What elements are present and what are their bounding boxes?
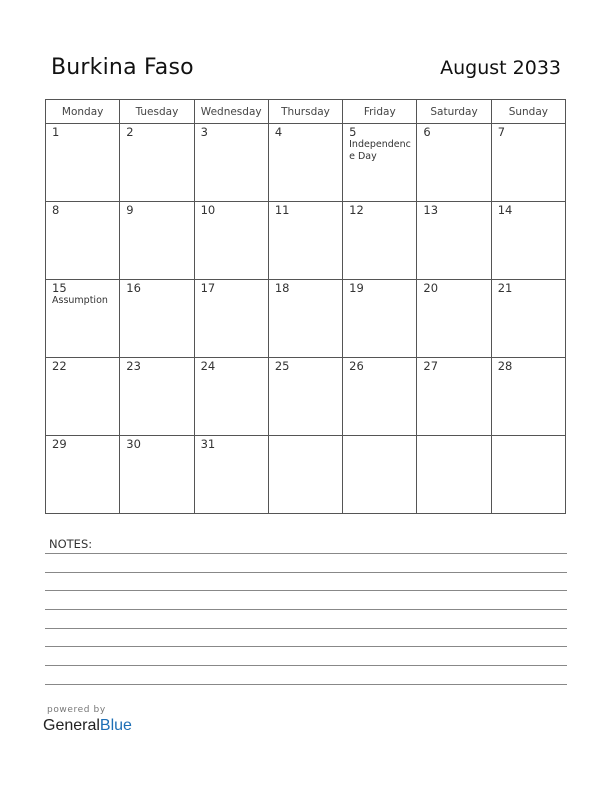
day-cell[interactable] bbox=[46, 202, 120, 280]
day-cell[interactable] bbox=[343, 280, 417, 358]
week-row bbox=[46, 358, 566, 436]
note-line bbox=[45, 665, 567, 666]
day-number: 23 bbox=[126, 359, 141, 373]
brand-general: General bbox=[43, 717, 100, 734]
note-line bbox=[45, 684, 567, 685]
country-title: Burkina Faso bbox=[51, 55, 194, 80]
day-number: 22 bbox=[52, 359, 67, 373]
brand-blue: Blue bbox=[99, 717, 132, 734]
day-number: 27 bbox=[423, 359, 439, 373]
day-cell[interactable] bbox=[417, 202, 491, 280]
holiday-label: Assumption bbox=[52, 295, 108, 306]
day-cell[interactable] bbox=[194, 358, 268, 436]
weekday-header: Wednesday bbox=[194, 100, 268, 124]
calendar-body bbox=[46, 124, 566, 514]
day-number: 7 bbox=[497, 125, 506, 139]
day-cell[interactable] bbox=[491, 358, 565, 436]
day-number: 31 bbox=[200, 437, 216, 451]
day-number: 18 bbox=[274, 281, 290, 295]
week-row bbox=[46, 436, 566, 514]
day-cell[interactable] bbox=[491, 436, 565, 514]
day-cell[interactable] bbox=[417, 124, 491, 202]
powered-by-text: powered by bbox=[47, 705, 106, 715]
day-number: 29 bbox=[52, 437, 67, 451]
day-number: 25 bbox=[274, 359, 290, 373]
day-cell[interactable] bbox=[491, 124, 565, 202]
weekday-header: Thursday bbox=[268, 100, 342, 124]
day-cell[interactable] bbox=[46, 358, 120, 436]
day-cell[interactable] bbox=[417, 436, 491, 514]
day-cell[interactable] bbox=[194, 436, 268, 514]
weekday-header: Sunday bbox=[491, 100, 565, 124]
day-cell[interactable] bbox=[343, 436, 417, 514]
note-line bbox=[45, 572, 567, 573]
weekday-header: Saturday bbox=[417, 100, 491, 124]
day-number: 21 bbox=[497, 281, 513, 295]
day-number: 9 bbox=[126, 203, 134, 217]
weekday-header: Tuesday bbox=[120, 100, 194, 124]
week-row bbox=[46, 280, 566, 358]
day-cell[interactable] bbox=[268, 436, 342, 514]
day-number: 30 bbox=[126, 437, 141, 451]
calendar-grid bbox=[45, 99, 566, 514]
day-number: 1 bbox=[52, 125, 60, 139]
day-cell[interactable] bbox=[491, 202, 565, 280]
day-number: 11 bbox=[274, 203, 290, 217]
note-line bbox=[45, 609, 567, 610]
note-line bbox=[45, 553, 567, 554]
day-cell[interactable] bbox=[120, 280, 194, 358]
day-cell[interactable] bbox=[268, 280, 342, 358]
generalblue-logo[interactable] bbox=[43, 717, 132, 735]
day-cell[interactable] bbox=[268, 358, 342, 436]
day-cell[interactable] bbox=[46, 280, 120, 358]
day-cell[interactable] bbox=[194, 124, 268, 202]
notes-label: NOTES: bbox=[49, 537, 93, 551]
day-cell[interactable] bbox=[491, 280, 565, 358]
day-number: 6 bbox=[423, 125, 431, 139]
day-cell[interactable] bbox=[194, 202, 268, 280]
day-cell[interactable] bbox=[46, 124, 120, 202]
week-row bbox=[46, 124, 566, 202]
day-cell[interactable] bbox=[120, 124, 194, 202]
day-number: 28 bbox=[497, 359, 513, 373]
day-number: 5 bbox=[349, 125, 357, 139]
day-number: 4 bbox=[274, 125, 283, 139]
note-line bbox=[45, 628, 567, 629]
weekday-header-row bbox=[46, 100, 566, 124]
day-number: 24 bbox=[200, 359, 216, 373]
day-cell[interactable] bbox=[343, 124, 417, 202]
day-cell[interactable] bbox=[120, 202, 194, 280]
day-number: 16 bbox=[126, 281, 141, 295]
day-cell[interactable] bbox=[343, 358, 417, 436]
day-cell[interactable] bbox=[194, 280, 268, 358]
day-number: 15 bbox=[52, 281, 67, 295]
weekday-header: Monday bbox=[46, 100, 120, 124]
day-number: 2 bbox=[126, 125, 134, 139]
day-number: 8 bbox=[52, 203, 60, 217]
day-number: 14 bbox=[497, 203, 513, 217]
day-number: 10 bbox=[200, 203, 216, 217]
day-number: 19 bbox=[349, 281, 364, 295]
day-cell[interactable] bbox=[46, 436, 120, 514]
holiday-label: Independence Day bbox=[349, 139, 411, 162]
day-number: 3 bbox=[200, 125, 208, 139]
day-number: 26 bbox=[349, 359, 364, 373]
day-cell[interactable] bbox=[268, 124, 342, 202]
weekday-header: Friday bbox=[343, 100, 417, 124]
day-cell[interactable] bbox=[343, 202, 417, 280]
month-title: August 2033 bbox=[440, 57, 561, 79]
day-number: 13 bbox=[423, 203, 439, 217]
day-cell[interactable] bbox=[417, 358, 491, 436]
day-cell[interactable] bbox=[417, 280, 491, 358]
day-number: 20 bbox=[423, 281, 439, 295]
day-cell[interactable] bbox=[120, 358, 194, 436]
day-cell[interactable] bbox=[120, 436, 194, 514]
day-number: 12 bbox=[349, 203, 364, 217]
week-row bbox=[46, 202, 566, 280]
note-line bbox=[45, 590, 567, 591]
day-cell[interactable] bbox=[268, 202, 342, 280]
day-number: 17 bbox=[200, 281, 216, 295]
note-line bbox=[45, 646, 567, 647]
